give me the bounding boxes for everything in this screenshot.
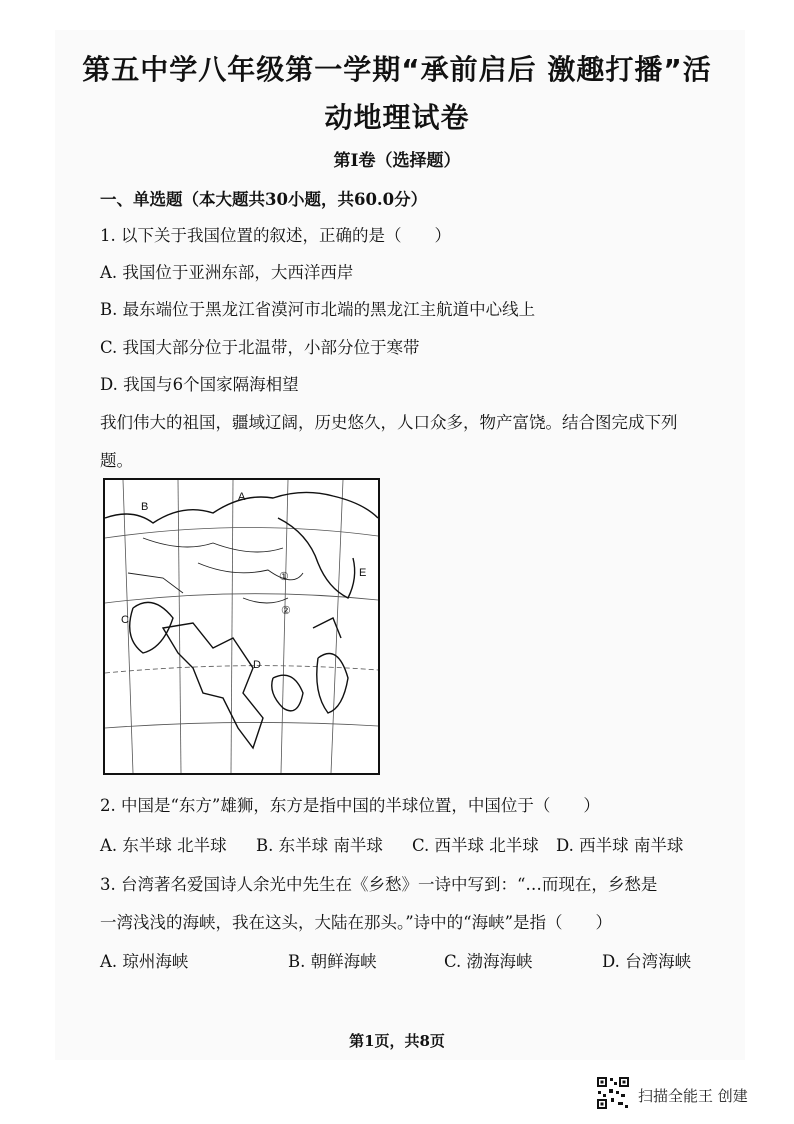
page-number: 第1页，共8页 [349, 1032, 445, 1050]
q2-option-c: C. 西半球 北半球 [412, 836, 539, 855]
section-heading: 第I卷（选择题） [333, 151, 461, 171]
q2-option-a: A. 东半球 北半球 [100, 836, 227, 855]
q2-option-d: D. 西半球 南半球 [556, 836, 684, 855]
q3-option-a: A. 琼州海峡 [100, 952, 189, 971]
qr-code-icon [596, 1076, 630, 1110]
map-label-c: C [121, 614, 129, 626]
q1-option-b: B. 最东端位于黑龙江省漠河市北端的黑龙江主航道中心线上 [100, 300, 536, 319]
exam-title-line2: 动地理试卷 [324, 101, 470, 134]
intro-line1: 我们伟大的祖国，疆域辽阔，历史悠久，人口众多，物产富饶。结合图完成下列 [100, 413, 678, 432]
q3-option-d: D. 台湾海峡 [602, 952, 692, 971]
q3-option-b: B. 朝鲜海峡 [288, 952, 377, 971]
map-label-1: ① [279, 571, 289, 583]
map-label-e: E [359, 567, 367, 579]
scanner-watermark [596, 1076, 786, 1116]
map-label-b: B [141, 501, 149, 513]
q1-option-d: D. 我国与6个国家隔海相望 [100, 375, 299, 394]
q3-stem-line2: 一湾浅浅的海峡，我在这头，大陆在那头。”诗中的“海峡”是指（ ） [100, 913, 613, 932]
q1-stem: 1. 以下关于我国位置的叙述，正确的是（ ） [100, 226, 451, 245]
map-label-d: D [253, 659, 261, 671]
part-heading: 一、单选题（本大题共30小题，共60.0分） [100, 190, 428, 209]
q1-option-a: A. 我国位于亚洲东部，大西洋西岸 [100, 263, 354, 282]
map-label-a: A [238, 491, 246, 503]
watermark-text: 扫描全能王 创建 [638, 1087, 748, 1105]
q3-stem-line1: 3. 台湾著名爱国诗人余光中先生在《乡愁》一诗中写到：“…而现在，乡愁是 [100, 875, 658, 894]
exam-title-line1: 第五中学八年级第一学期“承前启后 激趣打播”活 [82, 53, 712, 86]
q3-option-c: C. 渤海海峡 [444, 952, 533, 971]
asia-map-figure [103, 478, 380, 775]
map-label-2: ② [281, 605, 291, 617]
q2-option-b: B. 东半球 南半球 [256, 836, 383, 855]
q2-stem: 2. 中国是“东方”雄狮，东方是指中国的半球位置，中国位于（ ） [100, 796, 600, 815]
intro-line2: 题。 [100, 451, 133, 470]
q1-option-c: C. 我国大部分位于北温带，小部分位于寒带 [100, 338, 420, 357]
